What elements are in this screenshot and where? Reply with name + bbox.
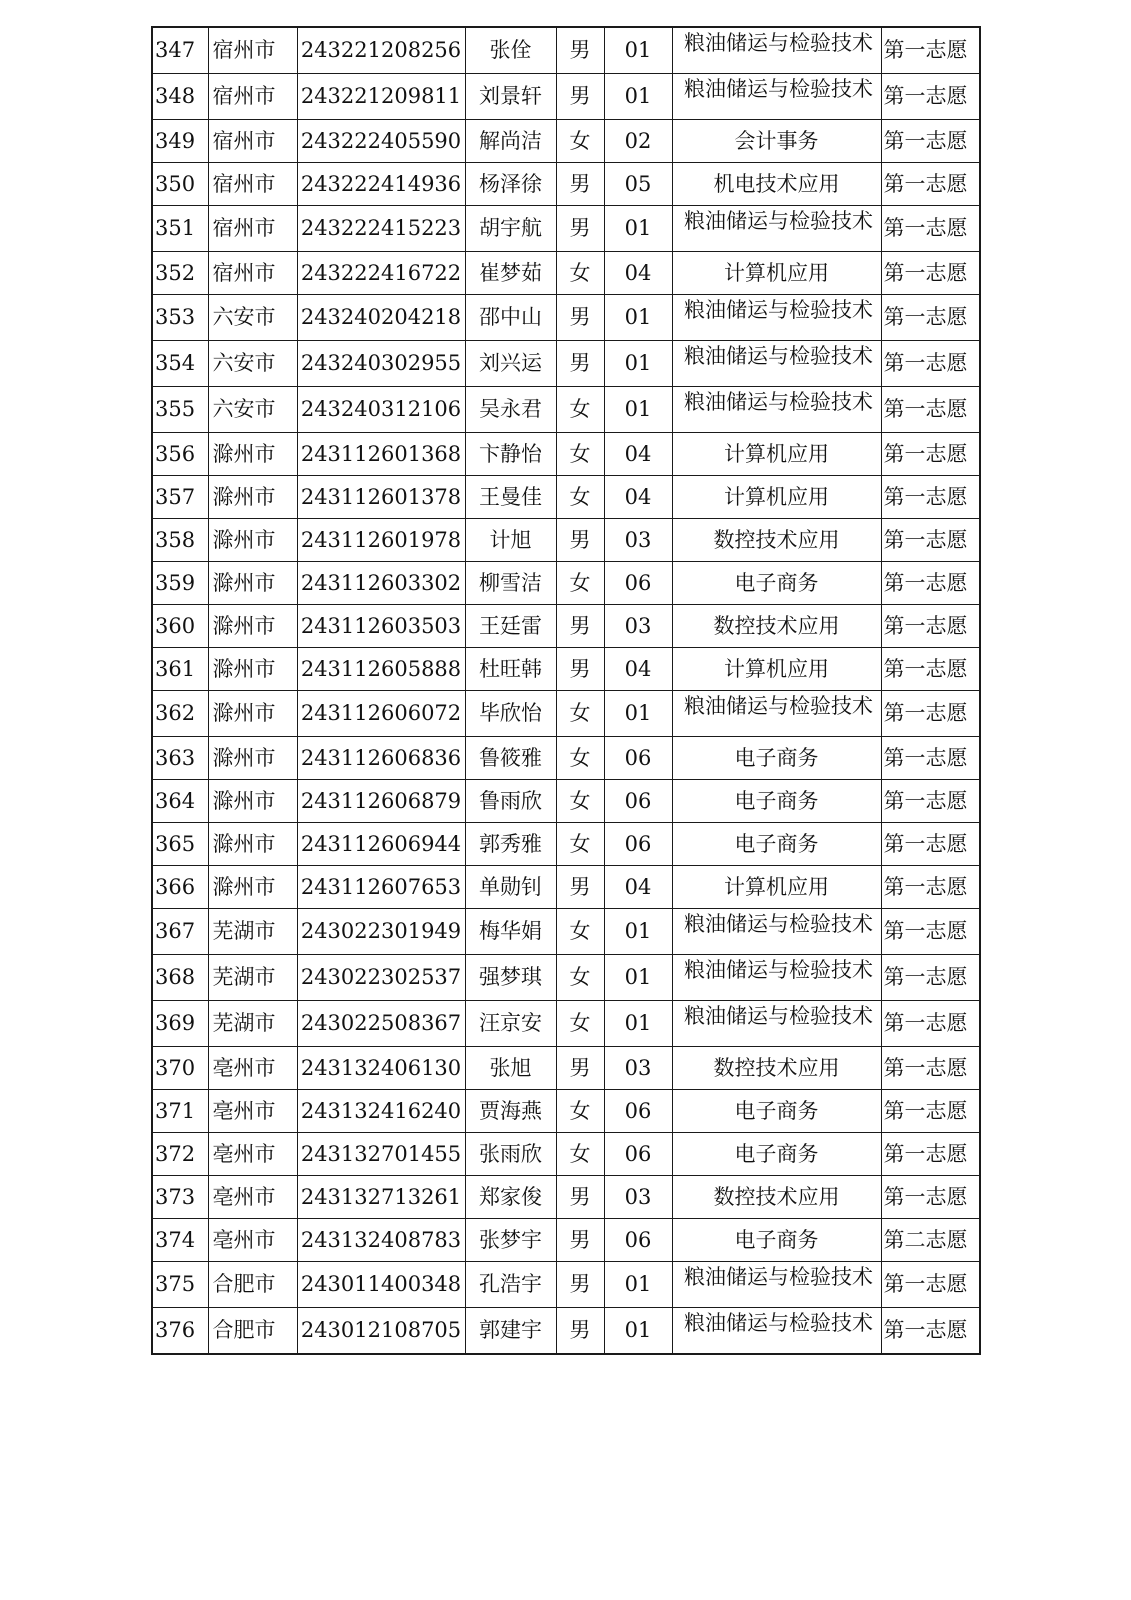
row-number-cell: 374 (152, 1219, 208, 1262)
major-cell: 粮油储运与检验技术 (672, 206, 881, 252)
major-code-cell: 04 (604, 433, 672, 476)
city-cell: 亳州市 (208, 1047, 297, 1090)
preference-cell: 第一志愿 (881, 648, 980, 691)
row-number-cell: 362 (152, 691, 208, 737)
student-name-cell: 卞静怡 (465, 433, 556, 476)
exam-id-cell: 243112606836 (297, 737, 465, 780)
major-cell: 数控技术应用 (672, 1047, 881, 1090)
student-name-cell: 张佺 (465, 27, 556, 74)
student-name-cell: 鲁筱雅 (465, 737, 556, 780)
major-code-cell: 01 (604, 1262, 672, 1308)
gender-cell: 男 (556, 1262, 604, 1308)
major-cell: 粮油储运与检验技术 (672, 1308, 881, 1355)
preference-cell: 第一志愿 (881, 1262, 980, 1308)
city-cell: 六安市 (208, 295, 297, 341)
student-name-cell: 汪京安 (465, 1001, 556, 1047)
student-name-cell: 解尚洁 (465, 120, 556, 163)
city-cell: 滁州市 (208, 691, 297, 737)
city-cell: 芜湖市 (208, 909, 297, 955)
exam-id-cell: 243112601378 (297, 476, 465, 519)
table-row (152, 1090, 980, 1133)
preference-cell: 第一志愿 (881, 955, 980, 1001)
city-cell: 宿州市 (208, 252, 297, 295)
row-number-cell: 365 (152, 823, 208, 866)
row-number-cell: 366 (152, 866, 208, 909)
exam-id-cell: 243112606944 (297, 823, 465, 866)
gender-cell: 男 (556, 866, 604, 909)
major-cell: 计算机应用 (672, 648, 881, 691)
student-name-cell: 贾海燕 (465, 1090, 556, 1133)
row-number-cell: 349 (152, 120, 208, 163)
major-code-cell: 04 (604, 866, 672, 909)
table-row (152, 120, 980, 163)
major-code-cell: 03 (604, 605, 672, 648)
city-cell: 滁州市 (208, 605, 297, 648)
gender-cell: 男 (556, 519, 604, 562)
table-row (152, 1133, 980, 1176)
admission-table-wrapper (151, 26, 981, 1355)
major-cell: 电子商务 (672, 1133, 881, 1176)
major-cell: 粮油储运与检验技术 (672, 295, 881, 341)
major-cell: 粮油储运与检验技术 (672, 1001, 881, 1047)
student-name-cell: 鲁雨欣 (465, 780, 556, 823)
exam-id-cell: 243112606072 (297, 691, 465, 737)
preference-cell: 第一志愿 (881, 206, 980, 252)
row-number-cell: 375 (152, 1262, 208, 1308)
preference-cell: 第一志愿 (881, 27, 980, 74)
gender-cell: 男 (556, 1047, 604, 1090)
gender-cell: 男 (556, 1219, 604, 1262)
exam-id-cell: 243012108705 (297, 1308, 465, 1355)
major-code-cell: 06 (604, 562, 672, 605)
table-row (152, 691, 980, 737)
city-cell: 亳州市 (208, 1133, 297, 1176)
row-number-cell: 347 (152, 27, 208, 74)
major-code-cell: 06 (604, 737, 672, 780)
exam-id-cell: 243112601978 (297, 519, 465, 562)
table-row (152, 562, 980, 605)
major-code-cell: 01 (604, 1308, 672, 1355)
preference-cell: 第一志愿 (881, 163, 980, 206)
exam-id-cell: 243022508367 (297, 1001, 465, 1047)
preference-cell: 第一志愿 (881, 866, 980, 909)
major-cell: 计算机应用 (672, 433, 881, 476)
row-number-cell: 350 (152, 163, 208, 206)
row-number-cell: 369 (152, 1001, 208, 1047)
city-cell: 滁州市 (208, 866, 297, 909)
gender-cell: 女 (556, 120, 604, 163)
major-code-cell: 03 (604, 1176, 672, 1219)
preference-cell: 第一志愿 (881, 823, 980, 866)
student-name-cell: 孔浩宇 (465, 1262, 556, 1308)
gender-cell: 女 (556, 1090, 604, 1133)
gender-cell: 男 (556, 605, 604, 648)
row-number-cell: 370 (152, 1047, 208, 1090)
major-code-cell: 06 (604, 780, 672, 823)
gender-cell: 男 (556, 27, 604, 74)
exam-id-cell: 243022301949 (297, 909, 465, 955)
major-code-cell: 01 (604, 74, 672, 120)
exam-id-cell: 243112606879 (297, 780, 465, 823)
exam-id-cell: 243240204218 (297, 295, 465, 341)
preference-cell: 第一志愿 (881, 252, 980, 295)
exam-id-cell: 243022302537 (297, 955, 465, 1001)
major-code-cell: 04 (604, 648, 672, 691)
exam-id-cell: 243112607653 (297, 866, 465, 909)
major-code-cell: 04 (604, 476, 672, 519)
preference-cell: 第二志愿 (881, 1219, 980, 1262)
table-row (152, 1047, 980, 1090)
city-cell: 滁州市 (208, 780, 297, 823)
row-number-cell: 351 (152, 206, 208, 252)
student-name-cell: 刘兴运 (465, 341, 556, 387)
preference-cell: 第一志愿 (881, 1047, 980, 1090)
table-row (152, 476, 980, 519)
gender-cell: 女 (556, 780, 604, 823)
major-code-cell: 01 (604, 955, 672, 1001)
major-cell: 粮油储运与检验技术 (672, 27, 881, 74)
exam-id-cell: 243132408783 (297, 1219, 465, 1262)
table-row (152, 206, 980, 252)
city-cell: 芜湖市 (208, 955, 297, 1001)
gender-cell: 女 (556, 1133, 604, 1176)
row-number-cell: 368 (152, 955, 208, 1001)
preference-cell: 第一志愿 (881, 1133, 980, 1176)
exam-id-cell: 243240312106 (297, 387, 465, 433)
preference-cell: 第一志愿 (881, 605, 980, 648)
city-cell: 六安市 (208, 387, 297, 433)
exam-id-cell: 243222416722 (297, 252, 465, 295)
row-number-cell: 359 (152, 562, 208, 605)
major-cell: 机电技术应用 (672, 163, 881, 206)
row-number-cell: 352 (152, 252, 208, 295)
major-cell: 电子商务 (672, 823, 881, 866)
major-code-cell: 06 (604, 1219, 672, 1262)
preference-cell: 第一志愿 (881, 433, 980, 476)
exam-id-cell: 243112605888 (297, 648, 465, 691)
row-number-cell: 353 (152, 295, 208, 341)
major-cell: 电子商务 (672, 1090, 881, 1133)
student-name-cell: 王廷雷 (465, 605, 556, 648)
gender-cell: 女 (556, 691, 604, 737)
row-number-cell: 348 (152, 74, 208, 120)
city-cell: 宿州市 (208, 74, 297, 120)
table-row (152, 519, 980, 562)
table-row (152, 780, 980, 823)
table-row (152, 341, 980, 387)
major-cell: 粮油储运与检验技术 (672, 1262, 881, 1308)
gender-cell: 女 (556, 433, 604, 476)
table-body (152, 27, 980, 1354)
preference-cell: 第一志愿 (881, 909, 980, 955)
major-code-cell: 01 (604, 909, 672, 955)
table-row (152, 295, 980, 341)
gender-cell: 女 (556, 1001, 604, 1047)
preference-cell: 第一志愿 (881, 1001, 980, 1047)
student-name-cell: 崔梦茹 (465, 252, 556, 295)
table-row (152, 1262, 980, 1308)
gender-cell: 女 (556, 823, 604, 866)
city-cell: 滁州市 (208, 562, 297, 605)
gender-cell: 女 (556, 909, 604, 955)
gender-cell: 女 (556, 387, 604, 433)
student-name-cell: 郑家俊 (465, 1176, 556, 1219)
exam-id-cell: 243112603302 (297, 562, 465, 605)
city-cell: 亳州市 (208, 1090, 297, 1133)
major-cell: 粮油储运与检验技术 (672, 691, 881, 737)
major-cell: 粮油储运与检验技术 (672, 387, 881, 433)
row-number-cell: 357 (152, 476, 208, 519)
row-number-cell: 361 (152, 648, 208, 691)
major-code-cell: 02 (604, 120, 672, 163)
student-name-cell: 柳雪洁 (465, 562, 556, 605)
table-row (152, 1308, 980, 1355)
major-cell: 计算机应用 (672, 252, 881, 295)
preference-cell: 第一志愿 (881, 341, 980, 387)
table-row (152, 1001, 980, 1047)
gender-cell: 女 (556, 476, 604, 519)
student-name-cell: 郭秀雅 (465, 823, 556, 866)
preference-cell: 第一志愿 (881, 737, 980, 780)
major-code-cell: 06 (604, 823, 672, 866)
table-row (152, 648, 980, 691)
row-number-cell: 355 (152, 387, 208, 433)
city-cell: 宿州市 (208, 27, 297, 74)
student-name-cell: 刘景轩 (465, 74, 556, 120)
exam-id-cell: 243132701455 (297, 1133, 465, 1176)
gender-cell: 男 (556, 163, 604, 206)
city-cell: 合肥市 (208, 1308, 297, 1355)
preference-cell: 第一志愿 (881, 519, 980, 562)
preference-cell: 第一志愿 (881, 295, 980, 341)
preference-cell: 第一志愿 (881, 74, 980, 120)
major-cell: 会计事务 (672, 120, 881, 163)
student-name-cell: 邵中山 (465, 295, 556, 341)
table-row (152, 433, 980, 476)
major-code-cell: 03 (604, 1047, 672, 1090)
major-code-cell: 01 (604, 1001, 672, 1047)
major-code-cell: 06 (604, 1133, 672, 1176)
exam-id-cell: 243221209811 (297, 74, 465, 120)
major-code-cell: 04 (604, 252, 672, 295)
city-cell: 滁州市 (208, 737, 297, 780)
student-name-cell: 强梦琪 (465, 955, 556, 1001)
gender-cell: 女 (556, 252, 604, 295)
exam-id-cell: 243222414936 (297, 163, 465, 206)
student-name-cell: 吴永君 (465, 387, 556, 433)
row-number-cell: 363 (152, 737, 208, 780)
city-cell: 滁州市 (208, 648, 297, 691)
exam-id-cell: 243222405590 (297, 120, 465, 163)
major-cell: 数控技术应用 (672, 605, 881, 648)
admission-table (151, 26, 981, 1355)
city-cell: 滁州市 (208, 519, 297, 562)
gender-cell: 男 (556, 206, 604, 252)
major-cell: 粮油储运与检验技术 (672, 909, 881, 955)
table-row (152, 387, 980, 433)
table-row (152, 605, 980, 648)
exam-id-cell: 243222415223 (297, 206, 465, 252)
city-cell: 亳州市 (208, 1176, 297, 1219)
student-name-cell: 杨泽徐 (465, 163, 556, 206)
row-number-cell: 373 (152, 1176, 208, 1219)
row-number-cell: 367 (152, 909, 208, 955)
row-number-cell: 372 (152, 1133, 208, 1176)
table-row (152, 737, 980, 780)
table-row (152, 1176, 980, 1219)
exam-id-cell: 243132406130 (297, 1047, 465, 1090)
gender-cell: 女 (556, 737, 604, 780)
student-name-cell: 张旭 (465, 1047, 556, 1090)
major-code-cell: 01 (604, 206, 672, 252)
exam-id-cell: 243132713261 (297, 1176, 465, 1219)
major-cell: 电子商务 (672, 1219, 881, 1262)
student-name-cell: 张梦宇 (465, 1219, 556, 1262)
city-cell: 六安市 (208, 341, 297, 387)
preference-cell: 第一志愿 (881, 387, 980, 433)
major-cell: 粮油储运与检验技术 (672, 74, 881, 120)
student-name-cell: 单勋钊 (465, 866, 556, 909)
table-row (152, 909, 980, 955)
major-cell: 粮油储运与检验技术 (672, 341, 881, 387)
major-code-cell: 01 (604, 27, 672, 74)
major-cell: 数控技术应用 (672, 519, 881, 562)
table-row (152, 163, 980, 206)
major-code-cell: 01 (604, 387, 672, 433)
exam-id-cell: 243132416240 (297, 1090, 465, 1133)
student-name-cell: 杜旺韩 (465, 648, 556, 691)
row-number-cell: 356 (152, 433, 208, 476)
preference-cell: 第一志愿 (881, 691, 980, 737)
row-number-cell: 358 (152, 519, 208, 562)
row-number-cell: 364 (152, 780, 208, 823)
major-code-cell: 01 (604, 691, 672, 737)
table-row (152, 74, 980, 120)
major-cell: 电子商务 (672, 780, 881, 823)
student-name-cell: 毕欣怡 (465, 691, 556, 737)
preference-cell: 第一志愿 (881, 1308, 980, 1355)
city-cell: 滁州市 (208, 823, 297, 866)
gender-cell: 男 (556, 648, 604, 691)
city-cell: 宿州市 (208, 206, 297, 252)
student-name-cell: 计旭 (465, 519, 556, 562)
student-name-cell: 王曼佳 (465, 476, 556, 519)
student-name-cell: 梅华娟 (465, 909, 556, 955)
gender-cell: 女 (556, 955, 604, 1001)
table-row (152, 252, 980, 295)
row-number-cell: 376 (152, 1308, 208, 1355)
major-cell: 数控技术应用 (672, 1176, 881, 1219)
table-row (152, 823, 980, 866)
table-row (152, 955, 980, 1001)
gender-cell: 男 (556, 341, 604, 387)
preference-cell: 第一志愿 (881, 1176, 980, 1219)
city-cell: 滁州市 (208, 433, 297, 476)
row-number-cell: 371 (152, 1090, 208, 1133)
gender-cell: 女 (556, 562, 604, 605)
gender-cell: 男 (556, 74, 604, 120)
student-name-cell: 张雨欣 (465, 1133, 556, 1176)
city-cell: 芜湖市 (208, 1001, 297, 1047)
row-number-cell: 360 (152, 605, 208, 648)
preference-cell: 第一志愿 (881, 1090, 980, 1133)
major-code-cell: 01 (604, 341, 672, 387)
exam-id-cell: 243240302955 (297, 341, 465, 387)
major-cell: 粮油储运与检验技术 (672, 955, 881, 1001)
exam-id-cell: 243112601368 (297, 433, 465, 476)
gender-cell: 男 (556, 1308, 604, 1355)
city-cell: 滁州市 (208, 476, 297, 519)
row-number-cell: 354 (152, 341, 208, 387)
gender-cell: 男 (556, 295, 604, 341)
major-cell: 电子商务 (672, 562, 881, 605)
student-name-cell: 胡宇航 (465, 206, 556, 252)
preference-cell: 第一志愿 (881, 780, 980, 823)
major-code-cell: 01 (604, 295, 672, 341)
gender-cell: 男 (556, 1176, 604, 1219)
major-cell: 计算机应用 (672, 866, 881, 909)
city-cell: 合肥市 (208, 1262, 297, 1308)
city-cell: 宿州市 (208, 120, 297, 163)
city-cell: 宿州市 (208, 163, 297, 206)
exam-id-cell: 243112603503 (297, 605, 465, 648)
major-cell: 计算机应用 (672, 476, 881, 519)
exam-id-cell: 243221208256 (297, 27, 465, 74)
major-cell: 电子商务 (672, 737, 881, 780)
major-code-cell: 06 (604, 1090, 672, 1133)
table-row (152, 27, 980, 74)
student-name-cell: 郭建宇 (465, 1308, 556, 1355)
table-row (152, 1219, 980, 1262)
preference-cell: 第一志愿 (881, 120, 980, 163)
city-cell: 亳州市 (208, 1219, 297, 1262)
preference-cell: 第一志愿 (881, 562, 980, 605)
exam-id-cell: 243011400348 (297, 1262, 465, 1308)
major-code-cell: 05 (604, 163, 672, 206)
table-row (152, 866, 980, 909)
preference-cell: 第一志愿 (881, 476, 980, 519)
major-code-cell: 03 (604, 519, 672, 562)
